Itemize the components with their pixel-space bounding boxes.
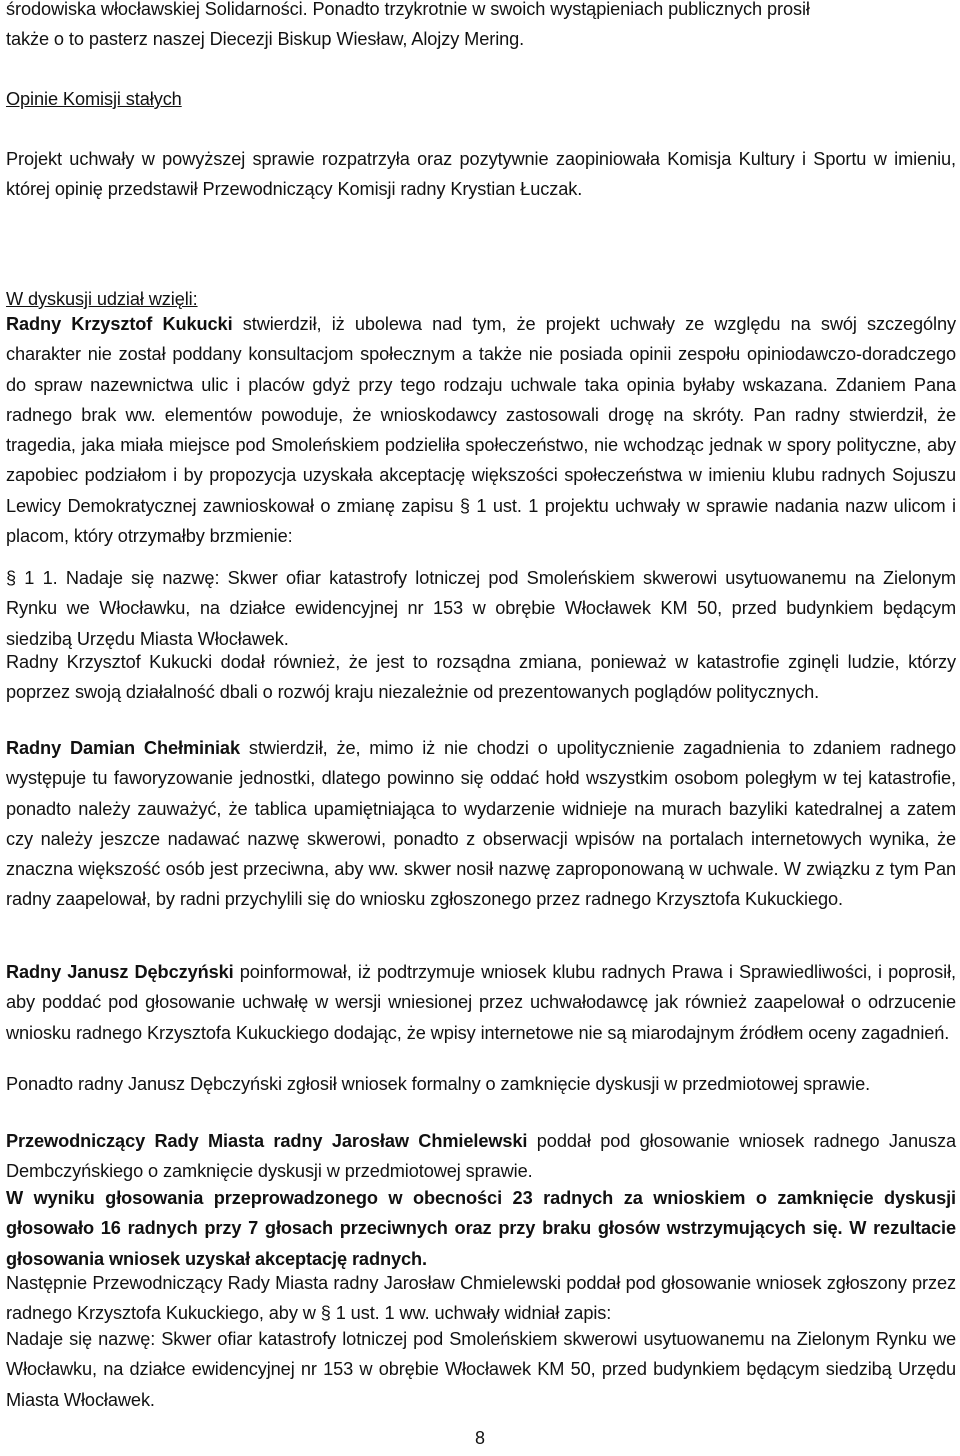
commission-heading: Opinie Komisji stałych (6, 89, 182, 109)
formal-motion-paragraph: Ponadto radny Janusz Dębczyński zgłosił wniosek formalny o zamknięcie dyskusji w przedmiotowej sprawie. (6, 1074, 871, 1094)
statement-text: stwierdził, że, mimo iż nie chodzi o upolitycznienie zagadnienia to zdaniem radnego występuje tu faworyzowanie jednostki, dlatego powinno się oddać hołd wszystkim osobom poległym w tej katastrofie, ponadto należy zauważyć, że tablica upamiętniająca to wydarzenie widnieje na murach bazyliki katedralnej a zatem czy należy jeszcze nadawać nazwę skwerowi, ponadto z obserwacji wpisów na portalach internetowych wynika, że znaczna większość osób jest przeciwna, aby ww. skwer nosił nazwę zaproponowaną w uchwale. W związku z tym Pan radny zaapelował, by radni przychylili się do wniosku zgłoszonego przez radnego Krzysztofa Kukuckiego. (6, 738, 956, 910)
statement-text: poinformował, iż podtrzymuje wniosek klubu radnych Prawa i Sprawiedliwości, i poprosił, aby poddać pod głosowanie uchwałę w wersji wniesionej przez uchwałodawcę jak również zaapelował o odrzucenie wniosku radnego Krzysztofa Kukuckiego dodając, że wpisy internetowe nie są miarodajnym źródłem oceny zagadnień. (6, 962, 957, 1043)
speaker-name: Radny Krzysztof Kukucki (6, 314, 233, 334)
chelminiak-paragraph (6, 733, 956, 915)
proposal-paragraph: § 1 1. Nadaje się nazwę: Skwer ofiar katastrofy lotniczej pod Smoleńskiem skwerowi usytuowanemu na Zielonym Rynku we Włocławku, na działce ewidencyjnej nr 153 w obrębie Włocławek KM 50, przed budynkiem będącym siedzibą Urzędu Miasta Włocławek. (6, 568, 956, 649)
speaker-name: Radny Damian Chełminiak (6, 738, 240, 758)
page-number: 8 (474, 1428, 485, 1448)
intro-line-1: środowiska włocławskiej Solidarności. Ponadto trzykrotnie w swoich wystąpieniach publicznych prosił (6, 0, 810, 19)
kukucki-paragraph (6, 309, 956, 551)
intro-line-2: także o to pasterz naszej Diecezji Biskup Wiesław, Alojzy Mering. (6, 29, 525, 49)
vote-result-paragraph: W wyniku głosowania przeprowadzonego w obecności 23 radnych za wnioskiem o zamknięcie dyskusji głosowało 16 radnych przy 7 głosach przeciwnych oraz przy braku głosów wstrzymujących się. W rezultacie głosowania wniosek uzyskał akceptację radnych. (6, 1188, 956, 1269)
next-vote-paragraph: Następnie Przewodniczący Rady Miasta radny Jarosław Chmielewski poddał pod głosowanie wniosek zgłoszony przez radnego Krzysztofa Kukuckiego, aby w § 1 ust. 1 ww. uchwały widniał zapis: (6, 1273, 956, 1324)
speaker-name: Radny Janusz Dębczyński (6, 962, 234, 982)
discussion-heading: W dyskusji udział wzięli: (6, 289, 198, 309)
kukucki-addition-paragraph: Radny Krzysztof Kukucki dodał również, że jest to rozsądna zmiana, ponieważ w katastrofie zginęli ludzie, którzy poprzez swoją działalność dbali o rozwój kraju niezależnie od prezentowanych poglądów politycznych. (6, 652, 956, 703)
statement-text: poddał pod głosowanie wniosek radnego Janusza Dembczyńskiego o zamknięcie dyskusji w przedmiotowej sprawie. (6, 1131, 956, 1182)
chair-paragraph (6, 1126, 956, 1187)
statement-text: stwierdził, iż ubolewa nad tym, że projekt uchwały ze względu na swój szczególny charakter nie został poddany konsultacjom społecznym a także nie posiada opinii zespołu opiniodawczo-doradczego do spraw nazewnictwa ulic i placów gdyż przy tego rodzaju uchwale taka opinia byłaby wskazana. Zdaniem Pana radnego brak ww. elementów powoduje, że wnioskodawcy zastosowali drogę na skróty. Pan radny stwierdził, że tragedia, jaka miała miejsce pod Smoleńskiem podzieliła społeczeństwo, nie wchodząc jednak w spory polityczne, aby zapobiec podziałom i by propozycja uzyskała akceptację większości społeczeństwa w imieniu klubu radnych Sojuszu Lewicy Demokratycznej zawnioskował o zmianę zapisu § 1 ust. 1 projektu uchwały w sprawie nadania nazw ulicom i placom, który otrzymałby brzmienie: (6, 314, 956, 547)
final-proposal-paragraph: Nadaje się nazwę: Skwer ofiar katastrofy lotniczej pod Smoleńskiem skwerowi usytuowanemu na Zielonym Rynku we Włocławku, na działce ewidencyjnej nr 153 w obrębie Włocławek KM 50, przed budynkiem będącym siedzibą Urzędu Miasta Włocławek. (6, 1329, 956, 1410)
commission-paragraph: Projekt uchwały w powyższej sprawie rozpatrzyła oraz pozytywnie zaopiniowała Komisja Kultury i Sportu w imieniu, której opinię przedstawił Przewodniczący Komisji radny Krystian Łuczak. (6, 149, 956, 200)
speaker-name: Przewodniczący Rady Miasta radny Jarosław Chmielewski (6, 1131, 528, 1151)
debczynski-paragraph (6, 957, 956, 1048)
